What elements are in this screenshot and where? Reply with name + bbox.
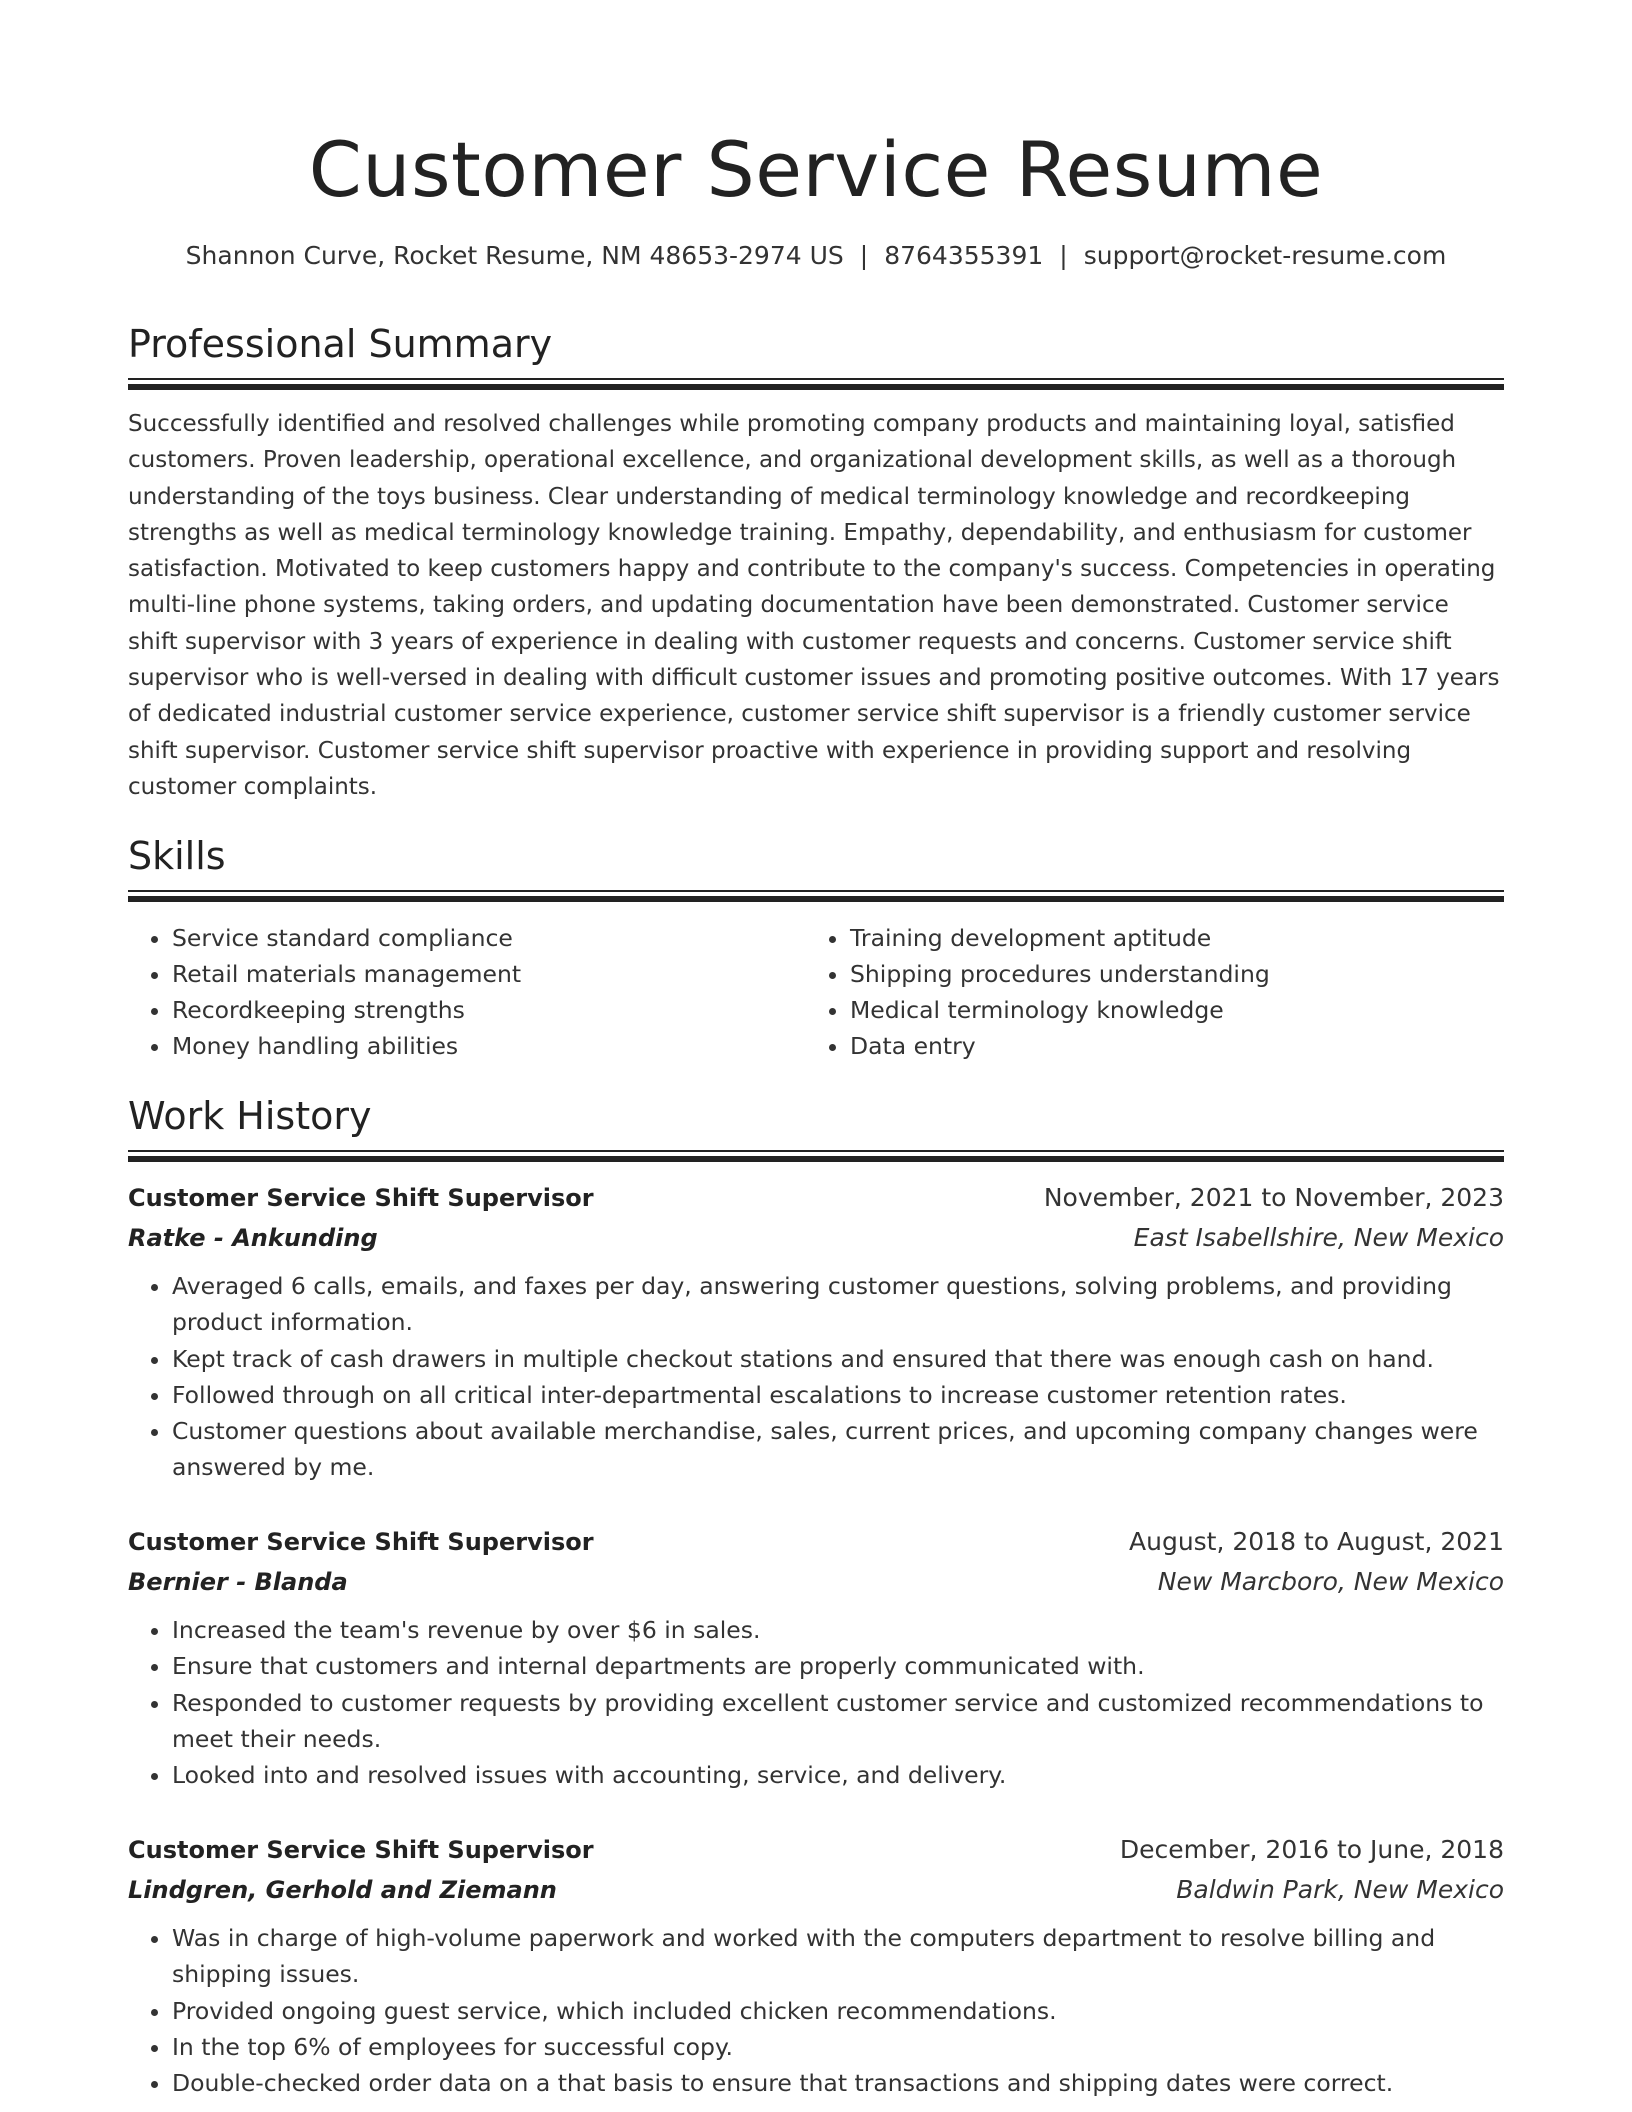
job-bullet: • Customer questions about available merchandise, sales, current prices, and upcoming company changes were answered by me. [172, 1413, 1504, 1486]
skill-item: • Shipping procedures understanding [850, 956, 1270, 992]
section-divider [128, 1150, 1504, 1162]
job-title: Customer Service Shift Supervisor [128, 1836, 594, 1864]
job-entry [128, 1522, 1504, 1793]
job-bullets [128, 1268, 1504, 1486]
job-dates: December, 2016 to June, 2018 [1119, 1835, 1504, 1864]
section-heading-work-history: Work History [128, 1094, 372, 1138]
job-bullets [128, 1920, 1504, 2101]
section-heading-skills: Skills [128, 834, 226, 878]
job-entry [128, 1178, 1504, 1486]
resume-title: Customer Service Resume [308, 125, 1324, 214]
job-bullet: • Increased the team's revenue by over $6 in sales. [172, 1612, 1504, 1648]
skill-item: • Data entry [850, 1028, 1270, 1064]
job-bullet: • Was in charge of high-volume paperwork and worked with the computers department to resolve billing and shipping issues. [172, 1920, 1504, 1993]
job-header-row [128, 1830, 1504, 1870]
section-heading-summary: Professional Summary [128, 322, 553, 366]
job-title: Customer Service Shift Supervisor [128, 1528, 594, 1556]
skill-item: • Medical terminology knowledge [850, 992, 1270, 1028]
skill-item: • Training development aptitude [850, 920, 1270, 956]
job-dates: November, 2021 to November, 2023 [1043, 1183, 1504, 1212]
job-title: Customer Service Shift Supervisor [128, 1184, 594, 1212]
contact-phone: 8764355391 [884, 241, 1044, 270]
contact-line [128, 238, 1504, 274]
job-header-row [128, 1522, 1504, 1562]
job-subheader-row [128, 1218, 1504, 1258]
contact-address: Shannon Curve, Rocket Resume, NM 48653-2974 US [185, 241, 844, 270]
job-dates: August, 2018 to August, 2021 [1129, 1527, 1504, 1556]
job-location: Baldwin Park, New Mexico [1176, 1875, 1504, 1904]
skills-list-right [806, 920, 1270, 1064]
job-company: Lindgren, Gerhold and Ziemann [128, 1876, 557, 1904]
job-bullet: • Kept track of cash drawers in multiple checkout stations and ensured that there was enough cash on hand. [172, 1341, 1504, 1377]
job-header-row [128, 1178, 1504, 1218]
job-bullet: • Provided ongoing guest service, which included chicken recommendations. [172, 1993, 1504, 2029]
skill-item: • Recordkeeping strengths [172, 992, 521, 1028]
contact-email[interactable]: support@rocket-resume.com [1083, 241, 1447, 270]
job-subheader-row [128, 1562, 1504, 1602]
job-subheader-row [128, 1870, 1504, 1910]
job-bullet: • Ensure that customers and internal departments are properly communicated with. [172, 1648, 1504, 1684]
skill-item: • Service standard compliance [172, 920, 521, 956]
job-entry [128, 1830, 1504, 2101]
skills-list-left [128, 920, 521, 1064]
job-bullet: • Averaged 6 calls, emails, and faxes per day, answering customer questions, solving problems, and providing product information. [172, 1268, 1504, 1341]
job-bullet: • In the top 6% of employees for successful copy. [172, 2029, 1504, 2065]
section-divider [128, 890, 1504, 902]
skill-item: • Retail materials management [172, 956, 521, 992]
job-company: Bernier - Blanda [128, 1568, 348, 1596]
job-location: East Isabellshire, New Mexico [1133, 1223, 1504, 1252]
contact-separator: | [859, 241, 869, 270]
job-location: New Marcboro, New Mexico [1157, 1567, 1504, 1596]
job-bullet: • Double-checked order data on a that basis to ensure that transactions and shipping dates were correct. [172, 2065, 1504, 2101]
job-bullet: • Looked into and resolved issues with accounting, service, and delivery. [172, 1757, 1504, 1793]
job-company: Ratke - Ankunding [128, 1224, 378, 1252]
skill-item: • Money handling abilities [172, 1028, 521, 1064]
section-divider [128, 378, 1504, 390]
job-bullet: • Followed through on all critical inter-departmental escalations to increase customer retention rates. [172, 1377, 1504, 1413]
job-bullet: • Responded to customer requests by providing excellent customer service and customized recommendations to meet their needs. [172, 1685, 1504, 1758]
job-bullets [128, 1612, 1504, 1793]
contact-separator: | [1059, 241, 1068, 270]
summary-text: Successfully identified and resolved challenges while promoting company products and maintaining loyal, satisfied customers. Proven leadership, operational excellence, and organizational development skills, as well as a thorough understanding of the toys business. Clear understanding of medical terminology knowledge and recordkeeping strengths as well as medical terminology knowledge training. Empathy, dependability, and enthusiasm for customer satisfaction. Motivated to keep customers happy and contribute to the company's success. Competencies in operating multi-line phone systems, taking orders, and updating documentation have been demonstrated. Customer service shift supervisor with 3 years of experience in dealing with customer requests and concerns. Customer service shift supervisor who is well-versed in dealing with difficult customer issues and promoting positive outcomes. With 17 years of dedicated industrial customer service experience, customer service shift supervisor is a friendly customer service shift supervisor. Customer service shift supervisor proactive with experience in providing support and resolving customer complaints. [128, 411, 1500, 800]
